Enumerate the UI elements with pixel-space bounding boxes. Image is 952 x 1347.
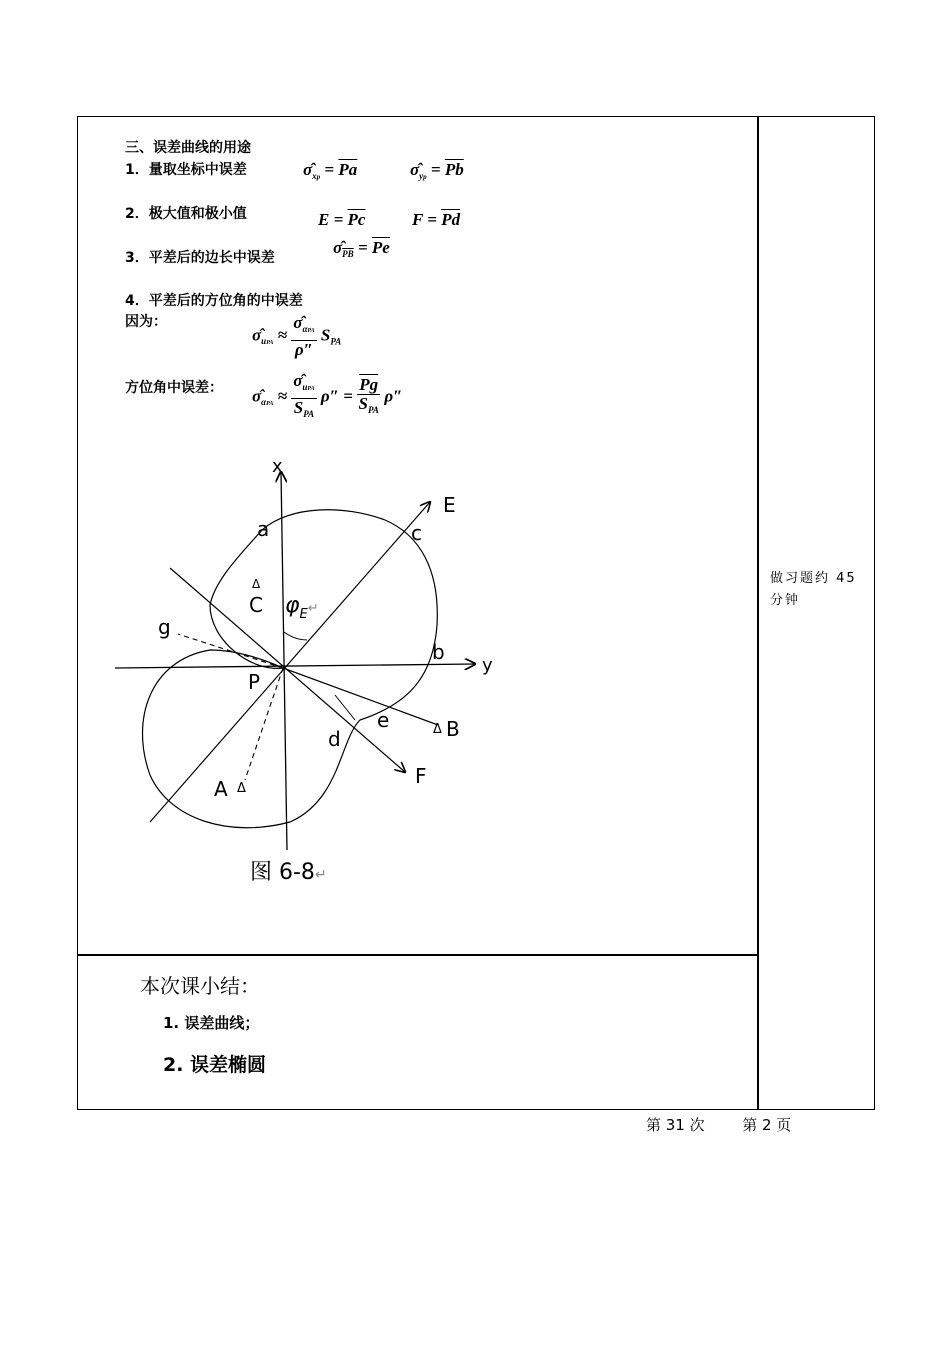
formula-sigma-x: $\sigmâ_{xp} = \overline{Pa}$: [303, 160, 358, 181]
summary-title: 本次课小结：: [140, 974, 260, 998]
item-4-label: 4．平差后的方位角的中误差: [125, 293, 303, 309]
summary-item-1: 1. 误差曲线；: [163, 1014, 260, 1032]
label-c: c: [411, 521, 422, 545]
label-B: B: [446, 717, 460, 741]
label-E: E: [443, 493, 456, 517]
item-2-label: 2．极大值和极小值: [125, 206, 247, 222]
page-footer: [646, 1114, 791, 1135]
Pe-line: [335, 695, 355, 720]
label-P: P: [248, 670, 261, 694]
label-B-mark: Δ: [433, 722, 442, 737]
footer-page: 第 2 页: [742, 1116, 792, 1134]
label-F: F: [415, 764, 427, 788]
item-1-label: 1．量取坐标中误差: [125, 162, 247, 178]
label-A-mark: Δ: [237, 781, 246, 796]
label-a: a: [257, 517, 270, 541]
because-label: 因为：: [125, 314, 167, 330]
label-C: C: [249, 593, 263, 617]
E-direction: [150, 502, 430, 822]
x-axis: [281, 472, 287, 850]
column-divider: [757, 116, 759, 1110]
phi-angle-arc: [284, 632, 307, 640]
PB-line: [283, 668, 438, 725]
label-axis-x: x: [272, 456, 283, 477]
label-b: b: [432, 640, 445, 664]
Pg-dashed-line: [178, 634, 283, 668]
item-3-label: 3．平差后的边长中误差: [125, 250, 275, 266]
section-title: 三、误差曲线的用途: [125, 140, 251, 156]
formula-F: $F = \overline{Pd}$: [412, 210, 461, 229]
equation-1: $\sigmâ_{uPA}$ ≈ $\frac{\sigmâ_{\alpha PA}}{\rho''}$ $S_{PA}$: [252, 313, 342, 359]
time-note: 做习题约 45 分钟: [770, 571, 857, 608]
error-curve-figure: [100, 440, 520, 900]
formula-E: $E = \overline{Pc}$: [318, 210, 366, 229]
label-phi: $\varphi_E^↵$: [285, 593, 319, 622]
label-axis-y: y: [482, 655, 493, 676]
figure-caption: 图 6-8↵: [250, 860, 327, 885]
row-divider: [77, 954, 758, 956]
formula-sigma-PB: $\sigmâ_{\overline{PB}} = \overline{Pe}$: [333, 238, 390, 259]
label-A: A: [214, 777, 228, 801]
label-g: g: [158, 615, 171, 639]
summary-item-2: 2. 误差椭圆: [163, 1054, 267, 1076]
equation-2: $\sigmâ_{\alpha PA}$ ≈ $\frac{\sigmâ_{uPA}}{S_{PA}}$ ρ″ = $\frac{\overline{Pg}}{S_{PA}}$ ρ″: [252, 371, 403, 419]
label-e: e: [377, 708, 390, 732]
footer-lesson: 第 31 次: [646, 1116, 705, 1134]
y-axis: [115, 664, 475, 668]
label-d: d: [328, 727, 341, 751]
formula-sigma-y: $\sigmâ_{yp} = \overline{Pb}$: [410, 160, 464, 181]
azimuth-label: 方位角中误差：: [125, 380, 223, 396]
label-C-mark: Δ: [252, 577, 261, 591]
